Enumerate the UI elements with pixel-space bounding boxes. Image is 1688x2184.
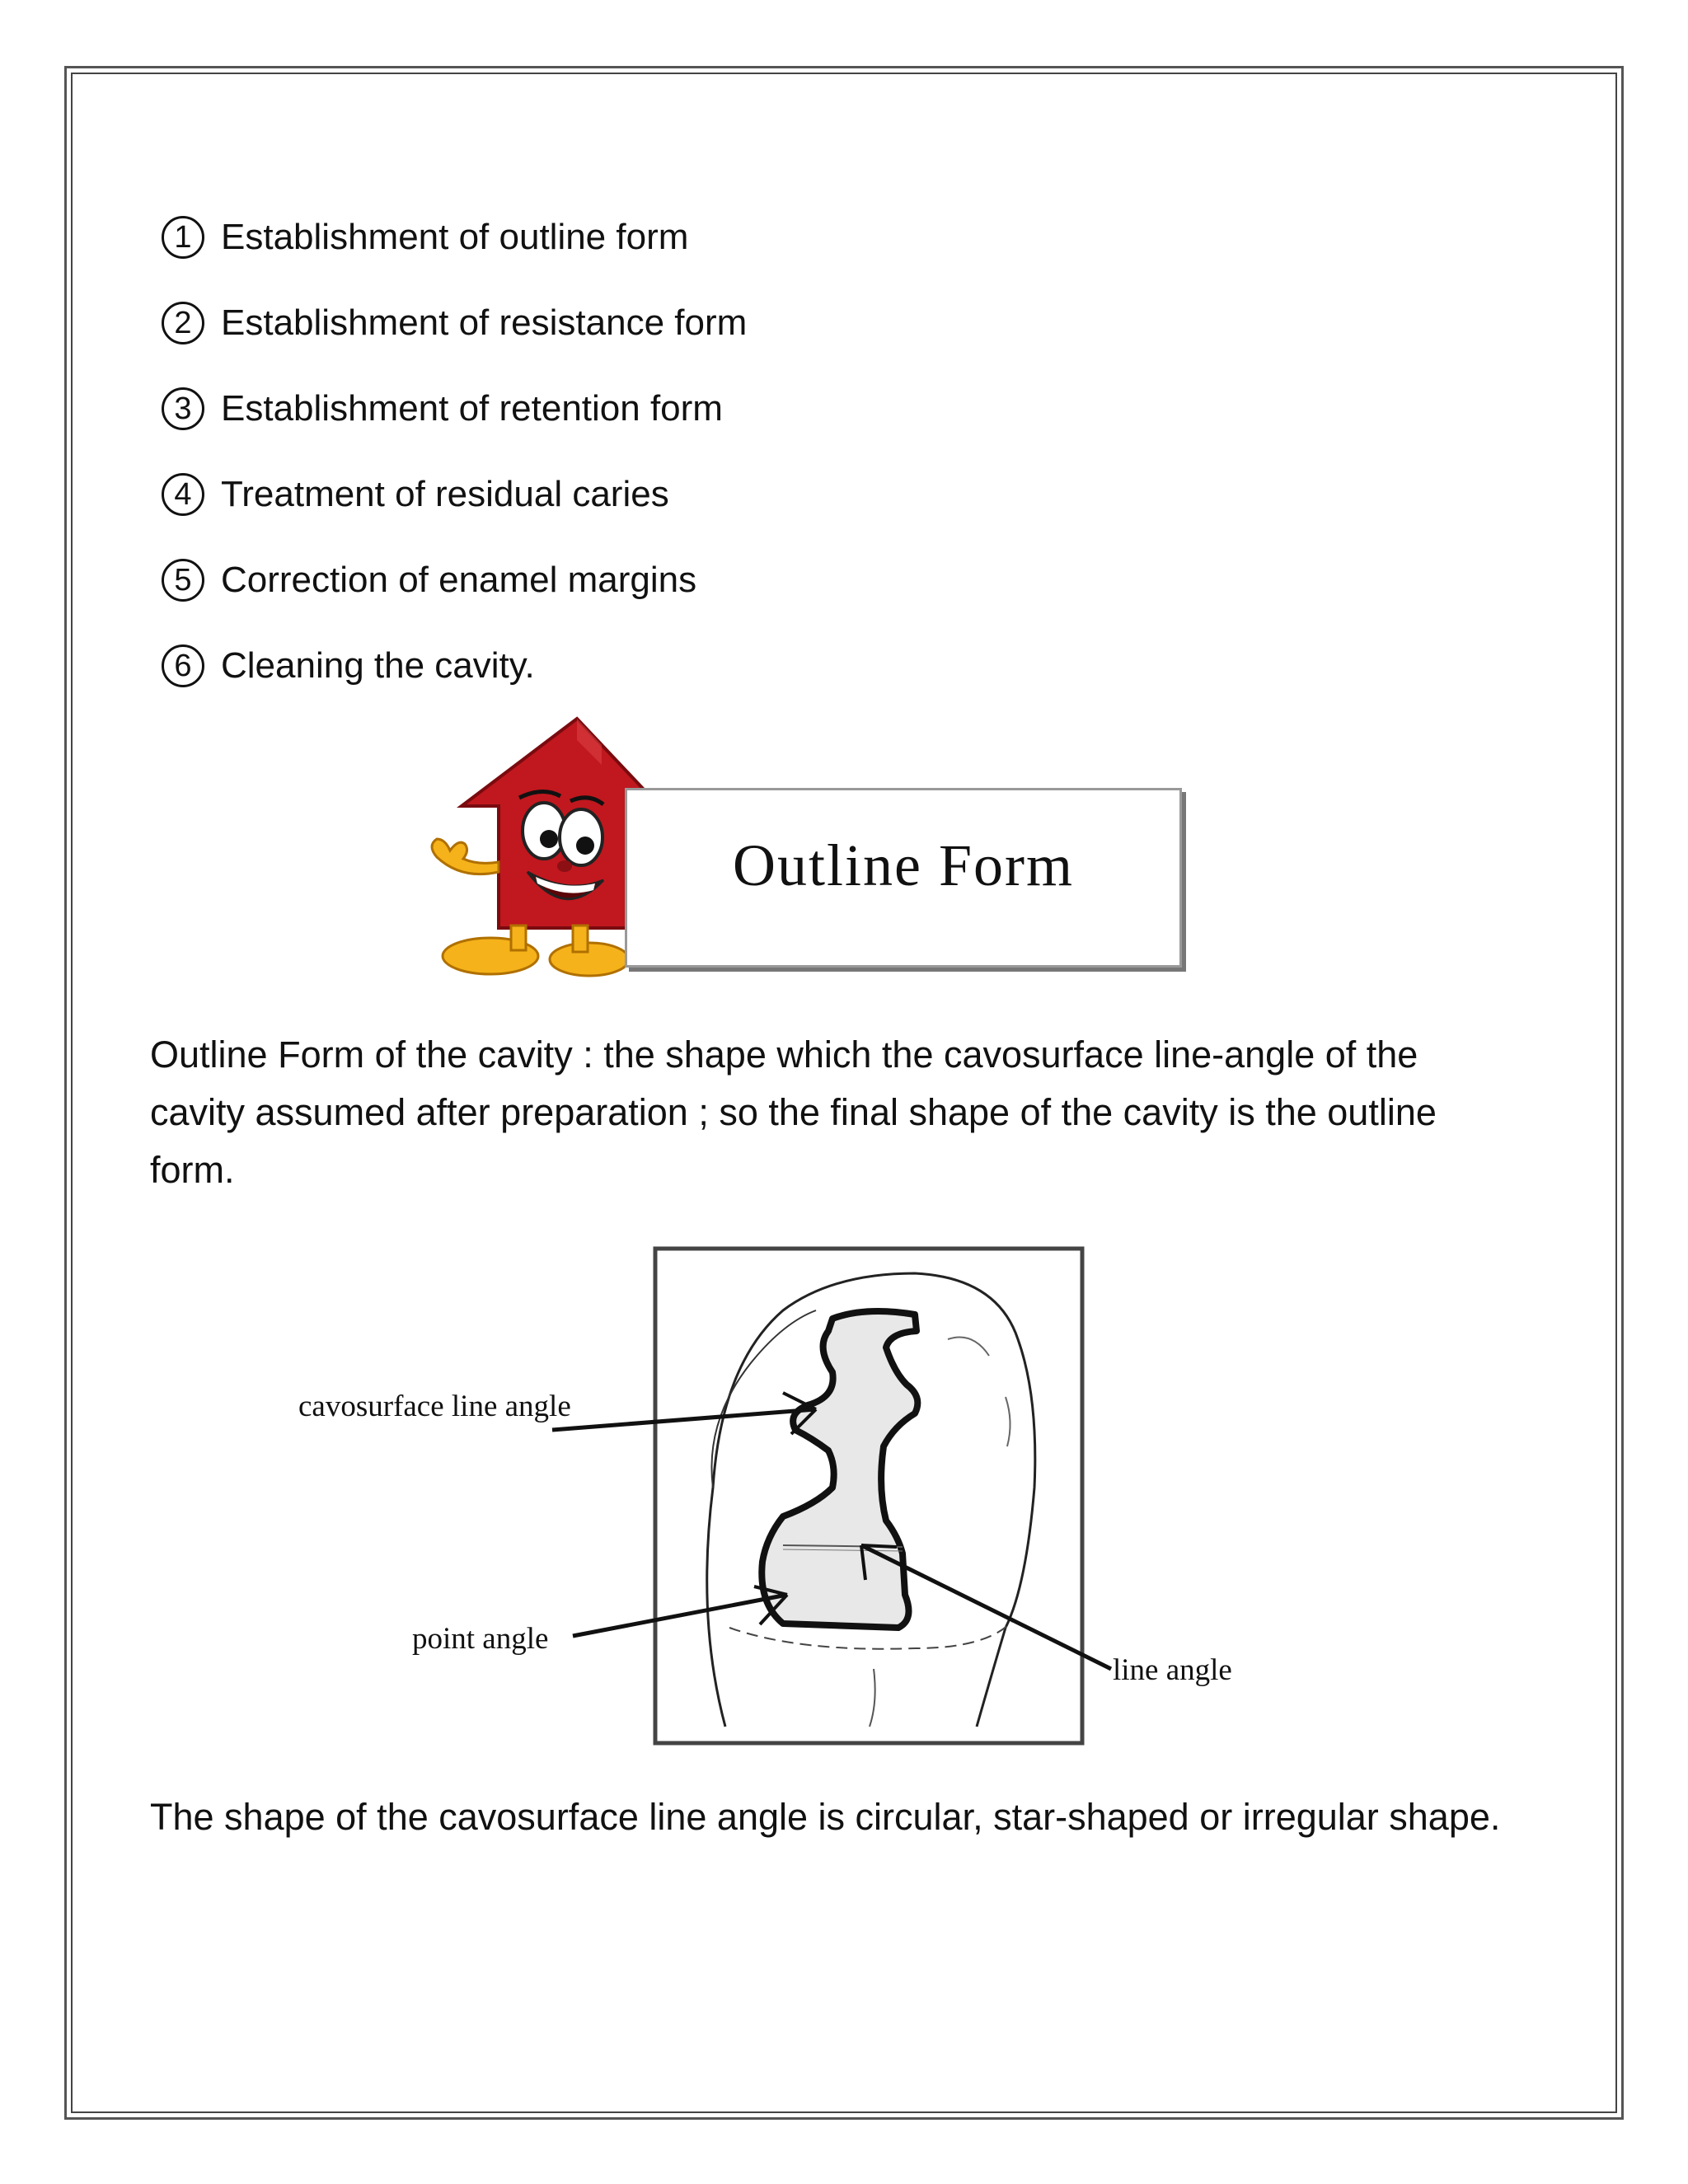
preparation-steps-list	[162, 194, 747, 709]
label-point-angle: point angle	[412, 1622, 549, 1656]
step-text: Establishment of outline form	[221, 217, 689, 257]
step-number: 6	[162, 644, 204, 687]
list-item	[162, 280, 747, 366]
cavosurface-shape-note: The shape of the cavosurface line angle is circular, star-shaped or irregular shape.	[150, 1796, 1501, 1838]
step-number: 3	[162, 387, 204, 430]
list-item	[162, 366, 747, 452]
outline-form-banner	[412, 715, 1187, 979]
banner-title: Outline Form	[733, 832, 1074, 898]
step-number: 2	[162, 302, 204, 344]
list-item	[162, 623, 747, 709]
list-item	[162, 194, 747, 280]
step-text: Establishment of resistance form	[221, 302, 748, 343]
label-cavosurface-line-angle: cavosurface line angle	[298, 1390, 571, 1423]
step-number: 1	[162, 216, 204, 259]
step-text: Establishment of retention form	[221, 388, 723, 429]
house-mascot-icon	[412, 715, 659, 979]
step-text: Cleaning the cavity.	[221, 645, 535, 686]
label-line-angle: line angle	[1113, 1653, 1232, 1687]
step-text: Correction of enamel margins	[221, 560, 697, 600]
step-number: 4	[162, 473, 204, 516]
outline-form-definition: Outline Form of the cavity : the shape which the cavosurface line-angle of the cavity assumed after preparation ; so the final shape of the cavity is the outline form.	[150, 1033, 1437, 1191]
cavity-diagram	[288, 1240, 1261, 1751]
banner-title-box	[625, 788, 1182, 968]
step-number: 5	[162, 559, 204, 602]
step-text: Treatment of residual caries	[221, 474, 669, 514]
list-item	[162, 452, 747, 537]
list-item	[162, 537, 747, 623]
